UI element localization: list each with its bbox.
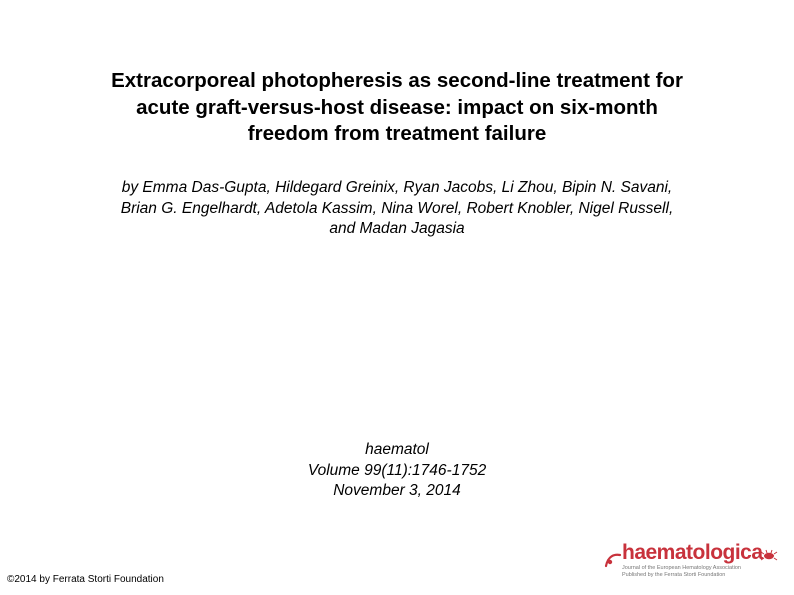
title-line-3: freedom from treatment failure: [247, 122, 547, 145]
logo-tagline-line-1: Journal of the European Hematology Association: [622, 565, 741, 571]
article-title: [40, 68, 754, 148]
foundation-emblem-icon: [760, 549, 778, 563]
copyright-notice: ©2014 by Ferrata Storti Foundation: [7, 574, 164, 585]
logo-tagline: [622, 565, 741, 579]
title-line-1: Extracorporeal photopheresis as second-line treatment for: [111, 69, 683, 92]
author-line-3: and Madan Jagasia: [329, 220, 465, 237]
citation: [197, 440, 597, 502]
author-list: [30, 178, 764, 240]
journal-volume: Volume 99(11):1746-1752: [307, 461, 487, 479]
author-line-1: by Emma Das-Gupta, Hildegard Greinix, Ryan Jacobs, Li Zhou, Bipin N. Savani,: [121, 179, 673, 196]
logo-swoosh-icon: [604, 552, 622, 568]
logo-wordmark: haematologica: [622, 541, 763, 564]
publication-date: November 3, 2014: [333, 482, 461, 499]
logo-tagline-line-2: Published by the Ferrata Storti Foundation: [622, 572, 726, 578]
journal-logo: [604, 540, 780, 582]
journal-name: haematol: [365, 441, 429, 458]
title-line-2: acute graft-versus-host disease: impact on six-month: [136, 95, 658, 119]
author-line-2: Brian G. Engelhardt, Adetola Kassim, Nina Worel, Robert Knobler, Nigel Russell,: [120, 199, 674, 217]
